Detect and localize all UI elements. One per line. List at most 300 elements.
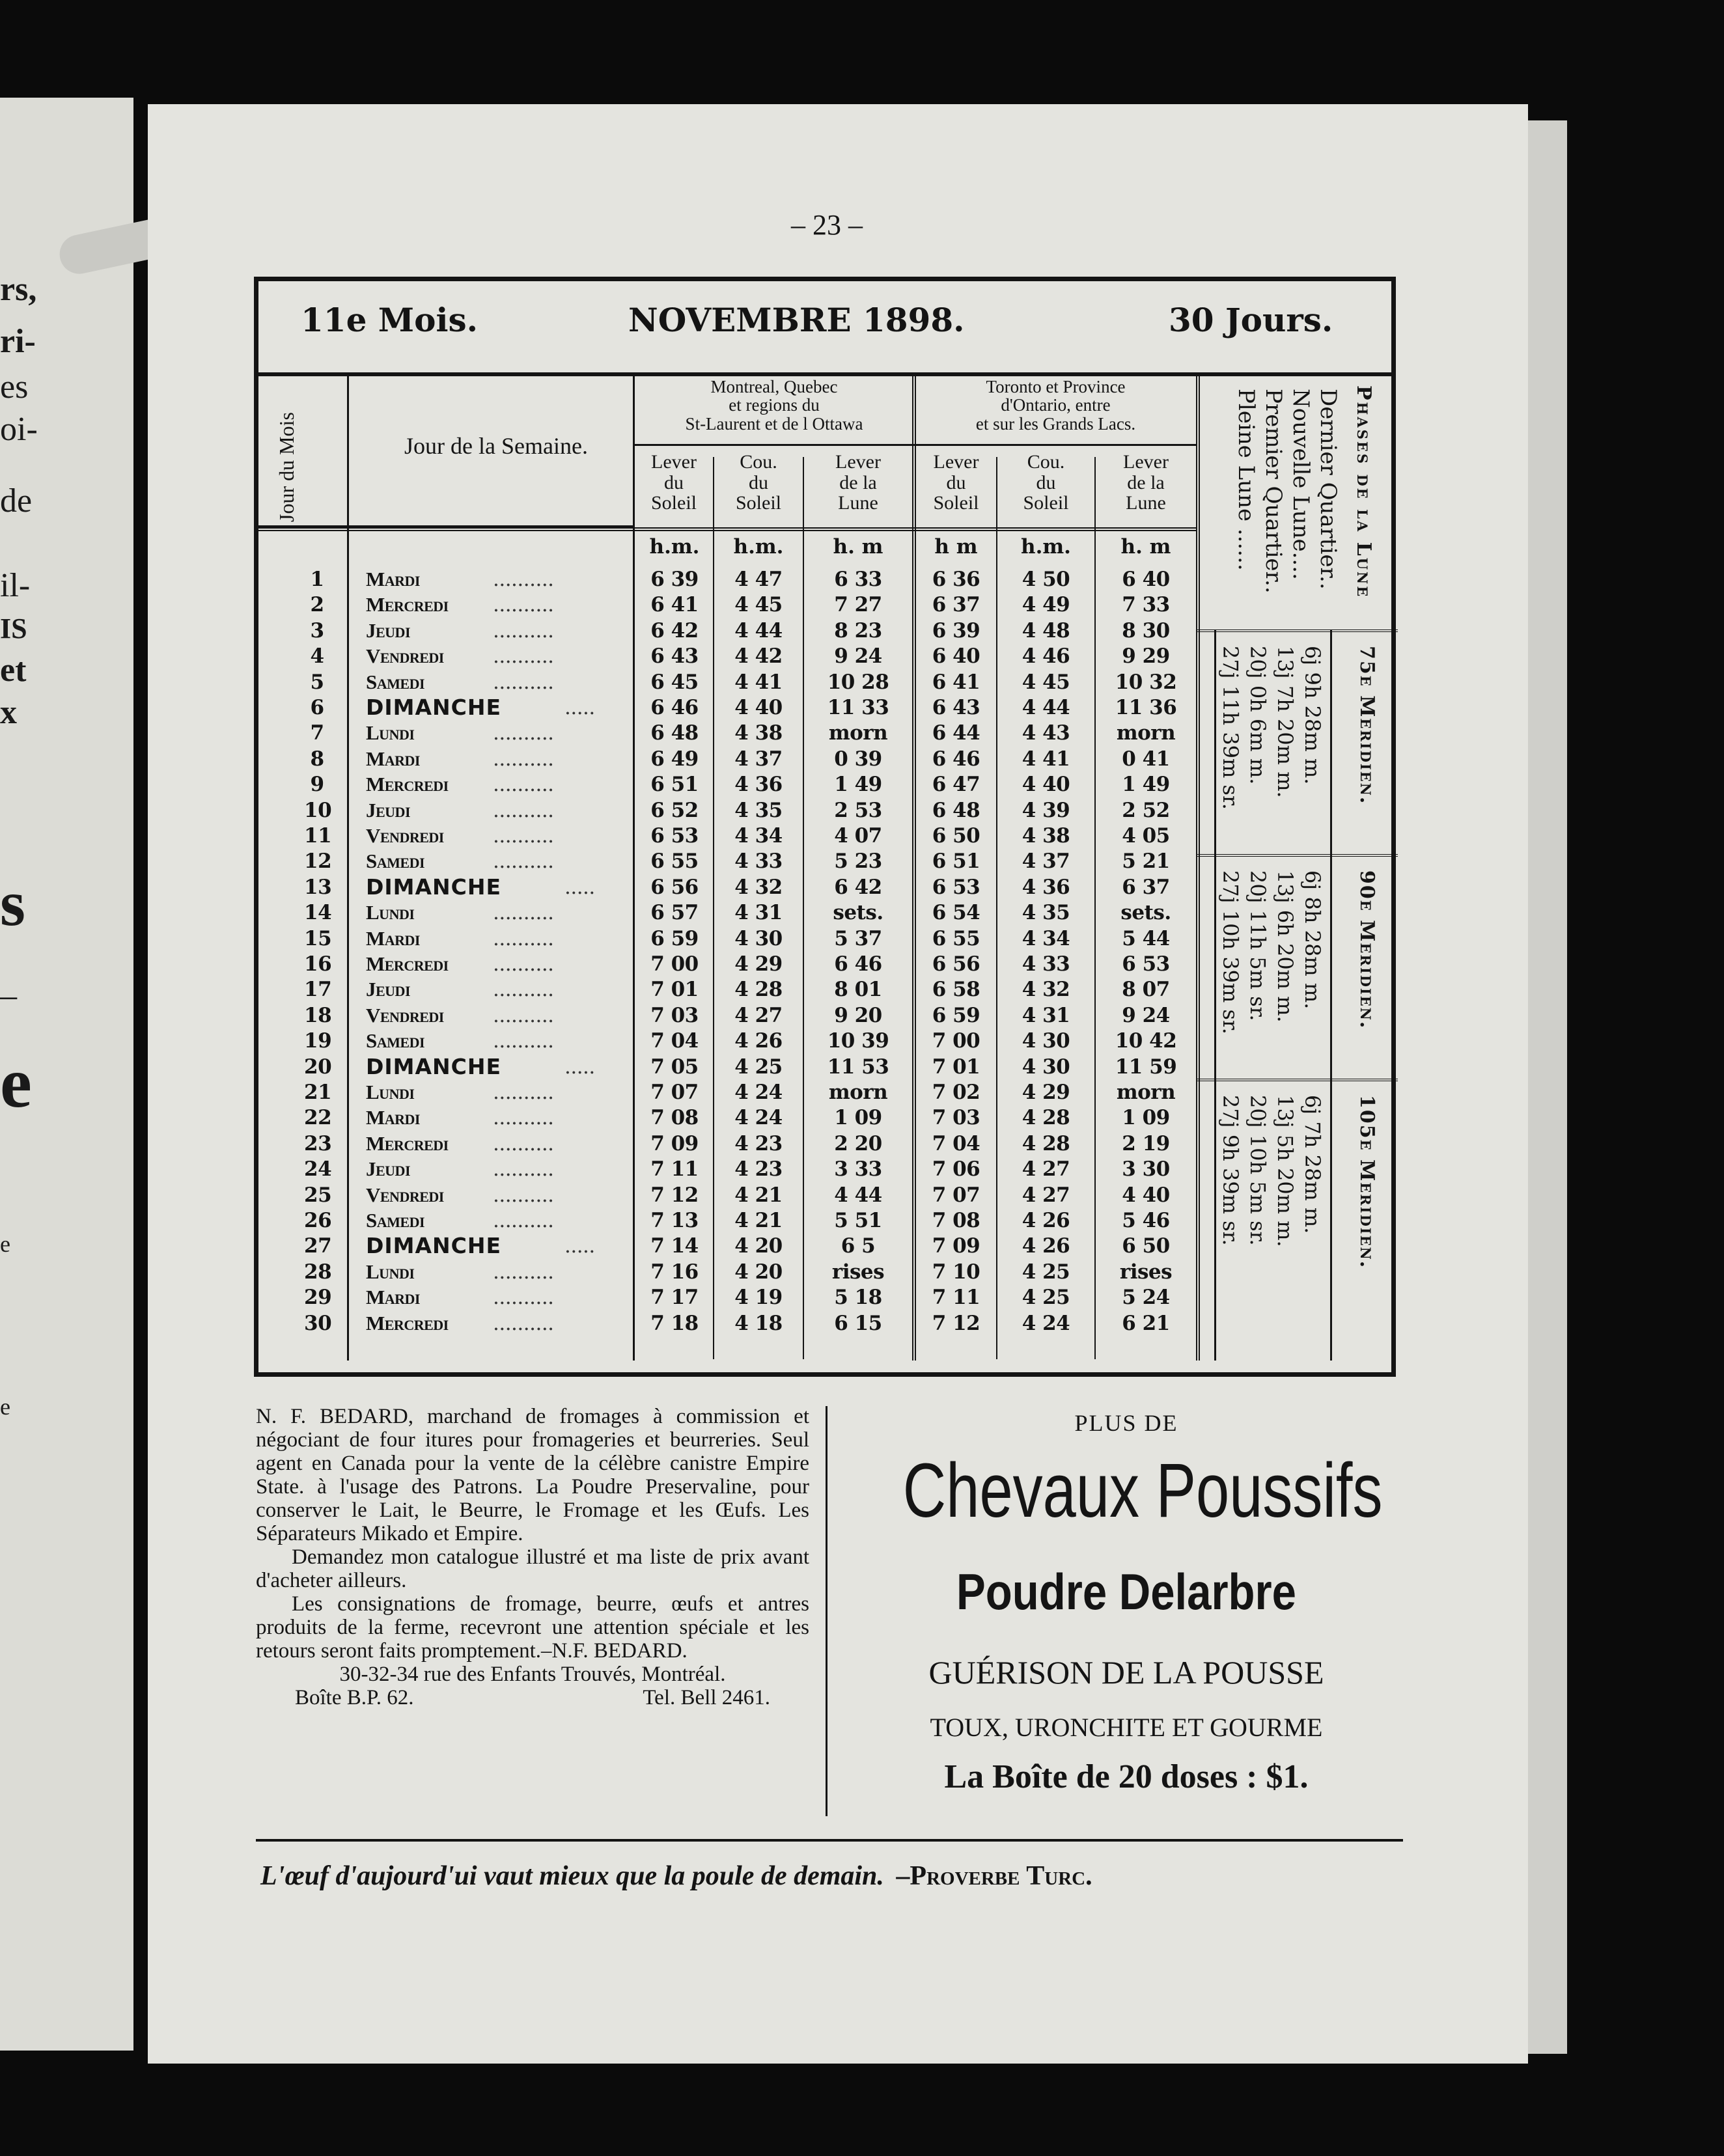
cell-m-sunset: 4 40 bbox=[734, 696, 783, 719]
cell-t-sunrise: 6 56 bbox=[932, 952, 980, 976]
cell-weekday: Samedi bbox=[366, 1029, 425, 1053]
leader-dots: .......... bbox=[493, 952, 554, 976]
cell-weekday: Jeudi bbox=[366, 978, 411, 1001]
cell-t-sunset: 4 33 bbox=[1022, 952, 1070, 976]
cell-m-sunset: 4 45 bbox=[734, 593, 783, 617]
cell-m-sunset: 4 23 bbox=[734, 1157, 783, 1182]
cell-t-sunrise: 6 40 bbox=[932, 644, 980, 669]
cell-day: 25 bbox=[304, 1183, 332, 1207]
cell-t-sunset: 4 27 bbox=[1022, 1183, 1070, 1207]
cell-m-moon: 6 15 bbox=[834, 1311, 882, 1335]
cell-t-moon: 11 36 bbox=[1115, 696, 1177, 719]
cell-weekday: Mardi bbox=[366, 1106, 420, 1129]
header-weekday: Jour de la Semaine. bbox=[404, 433, 588, 459]
cell-day: 24 bbox=[304, 1157, 332, 1182]
cell-m-sunset: 4 27 bbox=[734, 1003, 783, 1027]
cell-t-sunrise: 7 09 bbox=[932, 1234, 980, 1258]
cell-t-sunrise: 6 41 bbox=[932, 670, 980, 694]
cell-t-sunset: 4 34 bbox=[1022, 926, 1070, 950]
header-t-moonrise: Lever de la Lune bbox=[1123, 451, 1169, 514]
table-row bbox=[258, 1311, 1170, 1335]
table-row bbox=[258, 1233, 1170, 1259]
cell-m-sunrise: 6 43 bbox=[650, 644, 699, 669]
cell-t-sunset: 4 28 bbox=[1022, 1106, 1070, 1130]
left-fragment: IS bbox=[0, 613, 27, 644]
leader-dots: .......... bbox=[493, 798, 554, 822]
cell-m-moon: 6 5 bbox=[841, 1234, 876, 1258]
table-row bbox=[258, 1029, 1177, 1053]
cell-weekday: Lundi bbox=[366, 1081, 415, 1103]
moon-phase-time: 20j 10h 5m sr. bbox=[1245, 1095, 1270, 1246]
cell-day: 29 bbox=[304, 1286, 332, 1310]
cell-weekday: Mardi bbox=[366, 1286, 420, 1309]
leader-dots: .......... bbox=[493, 1209, 554, 1232]
cell-m-sunrise: 6 49 bbox=[650, 747, 699, 771]
cell-t-sunset: 4 29 bbox=[1022, 1081, 1070, 1104]
advert-separator bbox=[826, 1406, 827, 1816]
cell-m-sunset: 4 24 bbox=[734, 1081, 783, 1104]
cell-t-moon: 6 40 bbox=[1122, 568, 1170, 591]
cell-m-moon: 4 07 bbox=[834, 824, 882, 848]
left-fragment: es bbox=[0, 368, 29, 406]
leader-dots: ..... bbox=[564, 1055, 595, 1079]
cell-weekday: Vendredi bbox=[366, 1183, 444, 1206]
column-rule bbox=[1330, 629, 1332, 1361]
cell-day: 1 bbox=[310, 568, 324, 591]
cell-m-sunrise: 6 46 bbox=[650, 696, 699, 719]
cell-m-sunset: 4 42 bbox=[734, 644, 783, 669]
cell-t-sunrise: 7 08 bbox=[932, 1209, 980, 1232]
leader-dots: .......... bbox=[493, 926, 554, 950]
cell-m-sunset: 4 35 bbox=[734, 798, 783, 822]
cell-t-sunrise: 7 11 bbox=[932, 1286, 980, 1310]
cell-t-sunset: 4 38 bbox=[1022, 824, 1070, 848]
advert-tel: Tel. Bell 2461. bbox=[643, 1686, 770, 1709]
cell-t-sunrise: 6 47 bbox=[932, 773, 980, 797]
header-rule bbox=[1196, 854, 1398, 857]
cell-t-moon: 2 19 bbox=[1122, 1131, 1170, 1155]
cell-t-sunrise: 7 07 bbox=[932, 1183, 980, 1207]
cell-day: 15 bbox=[304, 926, 332, 950]
cell-m-moon: 5 51 bbox=[834, 1209, 882, 1232]
cell-m-moon: 0 39 bbox=[834, 747, 882, 771]
cell-t-sunset: 4 28 bbox=[1022, 1131, 1070, 1155]
moon-phase-time: 27j 9h 39m sr. bbox=[1218, 1095, 1243, 1246]
cell-m-moon: 6 33 bbox=[834, 568, 882, 591]
proverb-attribution: –Proverbe Turc. bbox=[896, 1861, 1092, 1891]
cell-weekday: Samedi bbox=[366, 670, 425, 693]
cell-m-sunrise: 6 39 bbox=[650, 568, 699, 591]
cell-m-sunrise: 7 04 bbox=[650, 1029, 699, 1053]
cell-day: 6 bbox=[310, 696, 324, 719]
cell-day: 4 bbox=[310, 644, 324, 669]
header-montreal: Montreal, Quebec et regions du St-Laurent et de l Ottawa bbox=[685, 377, 863, 434]
leader-dots: .......... bbox=[493, 773, 554, 797]
cell-m-moon: 4 44 bbox=[834, 1183, 882, 1207]
leader-dots: .......... bbox=[493, 1286, 554, 1310]
cell-t-sunrise: 7 06 bbox=[932, 1157, 980, 1182]
cell-t-sunrise: 6 43 bbox=[932, 696, 980, 719]
table-row bbox=[258, 1183, 1170, 1207]
table-row bbox=[258, 1260, 1173, 1284]
cell-weekday: Mercredi bbox=[366, 952, 449, 975]
cell-m-moon: 2 53 bbox=[834, 798, 882, 822]
table-row bbox=[258, 824, 1170, 848]
header-toronto: Toronto et Province d'Ontario, entre et sur les Grands Lacs. bbox=[975, 377, 1136, 434]
left-fragment: e bbox=[0, 1231, 10, 1257]
cell-weekday: Mardi bbox=[366, 747, 420, 770]
cell-t-sunrise: 7 02 bbox=[932, 1081, 980, 1104]
moon-phase-time: 13j 6h 20m m. bbox=[1273, 870, 1298, 1023]
page-edge bbox=[1528, 120, 1567, 2054]
cell-t-moon: 1 09 bbox=[1122, 1106, 1170, 1130]
table-row bbox=[258, 747, 1170, 771]
cell-m-sunrise: 7 18 bbox=[650, 1311, 699, 1335]
moon-phase-name: Dernier Quartier.. bbox=[1315, 389, 1341, 590]
moon-phase-time: 27j 11h 39m sr. bbox=[1218, 646, 1243, 810]
calendar-table bbox=[254, 277, 1396, 1377]
header-rule bbox=[1196, 1079, 1398, 1081]
cell-m-sunrise: 7 03 bbox=[650, 1003, 699, 1027]
cell-m-moon: 11 53 bbox=[827, 1055, 889, 1079]
table-row bbox=[258, 644, 1170, 669]
leader-dots: .......... bbox=[493, 850, 554, 874]
cell-m-sunset: 4 38 bbox=[734, 721, 783, 745]
table-row bbox=[258, 1286, 1170, 1310]
cell-t-moon: 8 30 bbox=[1122, 618, 1170, 643]
cell-m-moon: 6 42 bbox=[834, 875, 882, 899]
advert-box: Boîte B.P. 62. bbox=[295, 1686, 414, 1709]
cell-t-sunrise: 7 03 bbox=[932, 1106, 980, 1130]
cell-day: 9 bbox=[310, 773, 324, 797]
cell-day: 20 bbox=[304, 1055, 332, 1079]
cell-m-sunrise: 6 45 bbox=[650, 670, 699, 694]
cell-m-sunset: 4 33 bbox=[734, 850, 783, 874]
ad-line-price: La Boîte de 20 doses : $1. bbox=[944, 1758, 1309, 1795]
cell-m-sunset: 4 21 bbox=[734, 1183, 783, 1207]
leader-dots: .......... bbox=[493, 593, 554, 617]
advert-paragraph: Les consignations de fromage, beurre, œufs et antres produits de la ferme, recevront une attention spéciale et les retours seront faits promptement.–N.F. BEDARD. bbox=[256, 1592, 809, 1663]
cell-t-moon: 10 32 bbox=[1115, 670, 1177, 694]
cell-weekday: Mercredi bbox=[366, 1131, 449, 1155]
moon-phase-time: 13j 5h 20m m. bbox=[1273, 1095, 1298, 1247]
cell-t-sunrise: 6 48 bbox=[932, 798, 980, 822]
left-fragment: il- bbox=[0, 567, 31, 604]
table-row bbox=[258, 1053, 1177, 1079]
cell-t-sunset: 4 45 bbox=[1022, 670, 1070, 694]
unit-label: h.m. bbox=[1021, 535, 1071, 559]
cell-t-sunset: 4 30 bbox=[1022, 1029, 1070, 1053]
left-fragment: – bbox=[0, 977, 17, 1014]
cell-t-sunset: 4 49 bbox=[1022, 593, 1070, 617]
cell-t-sunrise: 6 50 bbox=[932, 824, 980, 848]
cell-t-moon: sets. bbox=[1120, 901, 1171, 925]
ad-line-guerison: GUÉRISON DE LA POUSSE bbox=[928, 1654, 1324, 1691]
moon-phase-name: Premier Quartier.. bbox=[1260, 389, 1286, 594]
cell-weekday: DIMANCHE bbox=[366, 695, 502, 720]
cell-m-moon: morn bbox=[828, 721, 888, 745]
left-fragment: de bbox=[0, 482, 33, 519]
leader-dots: .......... bbox=[493, 747, 554, 771]
cell-m-sunset: 4 20 bbox=[734, 1234, 783, 1258]
cell-t-sunrise: 7 00 bbox=[932, 1029, 980, 1053]
cell-m-moon: 7 27 bbox=[834, 593, 882, 617]
leader-dots: .......... bbox=[493, 1260, 554, 1284]
cell-t-moon: morn bbox=[1116, 1081, 1176, 1104]
cell-t-sunset: 4 48 bbox=[1022, 618, 1070, 643]
moon-phase-time: 20j 0h 6m m. bbox=[1245, 646, 1270, 785]
table-row bbox=[258, 901, 1171, 925]
cell-m-sunrise: 7 14 bbox=[650, 1234, 699, 1258]
cell-m-sunset: 4 37 bbox=[734, 747, 783, 771]
left-fragment: e bbox=[0, 1043, 32, 1122]
cell-t-moon: 2 52 bbox=[1122, 798, 1170, 822]
cell-t-moon: 0 41 bbox=[1122, 747, 1170, 771]
cell-weekday: Lundi bbox=[366, 901, 415, 924]
cell-t-sunrise: 6 39 bbox=[932, 618, 980, 643]
page-number: – 23 – bbox=[791, 209, 863, 241]
cell-t-sunset: 4 43 bbox=[1022, 721, 1070, 745]
cell-t-sunrise: 6 58 bbox=[932, 978, 980, 1002]
cell-m-moon: 9 24 bbox=[834, 644, 882, 669]
cell-m-sunrise: 6 42 bbox=[650, 618, 699, 643]
cell-m-sunrise: 7 12 bbox=[650, 1183, 699, 1207]
cell-m-sunrise: 7 17 bbox=[650, 1286, 699, 1310]
table-row bbox=[258, 1131, 1170, 1155]
left-fragment: oi- bbox=[0, 411, 38, 448]
leader-dots: .......... bbox=[493, 978, 554, 1002]
cell-m-sunrise: 7 13 bbox=[650, 1209, 699, 1232]
header-m-sunset: Cou. du Soleil bbox=[735, 451, 781, 514]
header-t-sunset: Cou. du Soleil bbox=[1023, 451, 1069, 514]
unit-label: h.m. bbox=[649, 535, 700, 559]
cell-m-sunset: 4 28 bbox=[734, 978, 783, 1002]
cell-weekday: Jeudi bbox=[366, 798, 411, 822]
cell-weekday: DIMANCHE bbox=[366, 874, 502, 900]
cell-t-sunrise: 7 01 bbox=[932, 1055, 980, 1079]
cell-t-sunrise: 6 55 bbox=[932, 926, 980, 950]
cell-m-sunrise: 7 11 bbox=[650, 1157, 699, 1182]
cell-m-sunrise: 6 57 bbox=[650, 901, 699, 925]
cell-t-moon: 6 37 bbox=[1122, 875, 1170, 899]
cell-weekday: Samedi bbox=[366, 850, 425, 873]
cell-m-sunrise: 7 09 bbox=[650, 1131, 699, 1155]
table-row bbox=[258, 1157, 1170, 1182]
table-row bbox=[258, 926, 1170, 950]
cell-m-sunrise: 6 55 bbox=[650, 850, 699, 874]
moon-phase-time: 6j 8h 28m m. bbox=[1300, 870, 1325, 1010]
title-rule bbox=[258, 372, 1391, 376]
table-row bbox=[258, 952, 1170, 976]
bottom-rule bbox=[256, 1839, 1403, 1842]
header-rule bbox=[1196, 629, 1398, 632]
meridian-label: 105e Meridien. bbox=[1356, 1095, 1378, 1269]
cell-m-moon: sets. bbox=[833, 901, 883, 925]
book-binding bbox=[133, 98, 148, 2051]
cell-t-sunset: 4 32 bbox=[1022, 978, 1070, 1002]
cell-t-sunrise: 7 10 bbox=[932, 1260, 980, 1284]
cell-day: 21 bbox=[304, 1081, 332, 1104]
cell-m-sunrise: 6 53 bbox=[650, 824, 699, 848]
cell-m-sunset: 4 21 bbox=[734, 1209, 783, 1232]
cell-weekday: Mercredi bbox=[366, 593, 449, 616]
cell-m-moon: 11 33 bbox=[827, 696, 889, 719]
leader-dots: ..... bbox=[564, 696, 595, 719]
leader-dots: ..... bbox=[564, 1234, 595, 1258]
cell-day: 2 bbox=[310, 593, 324, 617]
proverb bbox=[260, 1860, 1406, 1892]
cell-t-moon: 1 49 bbox=[1122, 773, 1170, 797]
cell-t-sunrise: 6 44 bbox=[932, 721, 980, 745]
left-page-edge bbox=[0, 98, 133, 2051]
cell-weekday: Jeudi bbox=[366, 618, 411, 642]
cell-m-moon: 1 09 bbox=[834, 1106, 882, 1130]
cell-m-sunrise: 7 16 bbox=[650, 1260, 699, 1284]
left-fragment: e bbox=[0, 1394, 10, 1420]
table-row bbox=[258, 721, 1176, 745]
cell-day: 19 bbox=[304, 1029, 332, 1053]
cell-weekday: Lundi bbox=[366, 721, 415, 745]
table-row bbox=[258, 978, 1170, 1002]
cell-day: 11 bbox=[304, 824, 332, 848]
cell-m-sunset: 4 34 bbox=[734, 824, 783, 848]
cell-t-sunset: 4 24 bbox=[1022, 1311, 1070, 1335]
leader-dots: .......... bbox=[493, 1131, 554, 1155]
table-row bbox=[258, 850, 1170, 874]
cell-t-moon: rises bbox=[1119, 1260, 1173, 1284]
cell-t-sunset: 4 39 bbox=[1022, 798, 1070, 822]
moon-phases-title: Phases de la Lune bbox=[1352, 385, 1375, 599]
cell-m-sunset: 4 36 bbox=[734, 773, 783, 797]
month-title: NOVEMBRE 1898. bbox=[628, 301, 965, 339]
cell-m-moon: 5 18 bbox=[834, 1286, 882, 1310]
cell-day: 28 bbox=[304, 1260, 332, 1284]
cell-m-moon: 5 23 bbox=[834, 850, 882, 874]
cell-day: 18 bbox=[304, 1003, 332, 1027]
table-row bbox=[258, 773, 1170, 797]
header-rule bbox=[258, 527, 1196, 531]
cell-m-moon: 1 49 bbox=[834, 773, 882, 797]
cell-day: 22 bbox=[304, 1106, 332, 1130]
cell-weekday: Jeudi bbox=[366, 1157, 411, 1181]
cell-day: 3 bbox=[310, 618, 324, 643]
cell-day: 30 bbox=[304, 1311, 332, 1335]
table-row bbox=[258, 695, 1177, 720]
cell-t-sunset: 4 25 bbox=[1022, 1260, 1070, 1284]
cell-day: 16 bbox=[304, 952, 332, 976]
cell-day: 17 bbox=[304, 978, 332, 1002]
cell-day: 23 bbox=[304, 1131, 332, 1155]
cell-m-sunrise: 6 56 bbox=[650, 875, 699, 899]
cell-t-moon: 11 59 bbox=[1115, 1055, 1177, 1079]
days-total: 30 Jours. bbox=[1169, 301, 1333, 339]
cell-weekday: DIMANCHE bbox=[366, 1053, 502, 1079]
cell-t-sunrise: 6 37 bbox=[932, 593, 980, 617]
cell-t-moon: morn bbox=[1116, 721, 1176, 745]
cell-t-sunset: 4 44 bbox=[1022, 696, 1070, 719]
cell-t-sunset: 4 30 bbox=[1022, 1055, 1070, 1079]
table-row bbox=[258, 874, 1170, 900]
cell-t-moon: 7 33 bbox=[1122, 593, 1170, 617]
ad-line-poudre: Poudre Delarbre bbox=[956, 1563, 1296, 1620]
cell-t-sunrise: 6 53 bbox=[932, 875, 980, 899]
cell-t-sunset: 4 27 bbox=[1022, 1157, 1070, 1182]
cell-m-sunrise: 6 59 bbox=[650, 926, 699, 950]
left-fragment: s bbox=[0, 867, 25, 939]
cell-m-moon: 3 33 bbox=[834, 1157, 882, 1182]
cell-m-sunset: 4 41 bbox=[734, 670, 783, 694]
column-rule bbox=[1196, 376, 1200, 1361]
cell-m-sunrise: 7 07 bbox=[650, 1081, 699, 1104]
cell-m-moon: 2 20 bbox=[834, 1131, 882, 1155]
leader-dots: ..... bbox=[564, 875, 595, 899]
cell-t-moon: 8 07 bbox=[1122, 978, 1170, 1002]
ad-line-toux: TOUX, URONCHITE ET GOURME bbox=[930, 1713, 1323, 1742]
cell-t-moon: 9 29 bbox=[1122, 644, 1170, 669]
meridian-label: 90e Meridien. bbox=[1356, 870, 1378, 1030]
cell-weekday: Mardi bbox=[366, 926, 420, 950]
cell-m-moon: 10 28 bbox=[827, 670, 889, 694]
cell-t-sunset: 4 25 bbox=[1022, 1286, 1070, 1310]
cell-t-moon: 5 46 bbox=[1122, 1209, 1170, 1232]
table-row bbox=[258, 593, 1170, 617]
moon-phase-time: 27j 10h 39m sr. bbox=[1218, 870, 1243, 1034]
leader-dots: .......... bbox=[493, 901, 554, 925]
cell-m-moon: 6 46 bbox=[834, 952, 882, 976]
cell-day: 27 bbox=[304, 1234, 332, 1258]
cell-m-sunrise: 6 48 bbox=[650, 721, 699, 745]
unit-label: h.m. bbox=[733, 535, 784, 559]
leader-dots: .......... bbox=[493, 1157, 554, 1182]
advert-contact bbox=[256, 1686, 809, 1709]
cell-m-sunset: 4 23 bbox=[734, 1131, 783, 1155]
meridian-label: 75e Meridien. bbox=[1356, 646, 1378, 805]
leader-dots: .......... bbox=[493, 1183, 554, 1207]
cell-day: 12 bbox=[304, 850, 332, 874]
header-m-sunrise: Lever du Soleil bbox=[650, 451, 697, 514]
moon-phase-name: Nouvelle Lune.... bbox=[1288, 389, 1314, 580]
cell-weekday: Vendredi bbox=[366, 644, 444, 668]
cell-t-sunrise: 6 36 bbox=[932, 568, 980, 591]
header-t-sunrise: Lever du Soleil bbox=[933, 451, 979, 514]
cell-t-moon: 5 21 bbox=[1122, 850, 1170, 874]
cell-t-sunrise: 6 51 bbox=[932, 850, 980, 874]
left-fragment: rs, bbox=[0, 271, 37, 308]
cell-weekday: DIMANCHE bbox=[366, 1233, 502, 1259]
unit-label: h. m bbox=[1120, 535, 1171, 559]
leader-dots: .......... bbox=[493, 1106, 554, 1130]
cell-t-sunrise: 7 12 bbox=[932, 1311, 980, 1335]
leader-dots: .......... bbox=[493, 721, 554, 745]
header-m-moonrise: Lever de la Lune bbox=[835, 451, 881, 514]
leader-dots: .......... bbox=[493, 644, 554, 669]
cell-m-sunrise: 6 52 bbox=[650, 798, 699, 822]
cell-m-sunset: 4 32 bbox=[734, 875, 783, 899]
table-row bbox=[258, 670, 1177, 694]
cell-m-sunset: 4 24 bbox=[734, 1106, 783, 1130]
cell-t-sunset: 4 41 bbox=[1022, 747, 1070, 771]
cell-m-moon: 8 23 bbox=[834, 618, 882, 643]
left-fragment: et bbox=[0, 652, 27, 689]
header-day-of-month: Jour du Mois bbox=[275, 412, 298, 522]
leader-dots: .......... bbox=[493, 618, 554, 643]
cell-t-moon: 3 30 bbox=[1122, 1157, 1170, 1182]
cell-m-moon: 9 20 bbox=[834, 1003, 882, 1027]
leader-dots: .......... bbox=[493, 1311, 554, 1335]
cell-weekday: Mercredi bbox=[366, 1311, 449, 1334]
leader-dots: .......... bbox=[493, 568, 554, 591]
cell-t-sunset: 4 46 bbox=[1022, 644, 1070, 669]
